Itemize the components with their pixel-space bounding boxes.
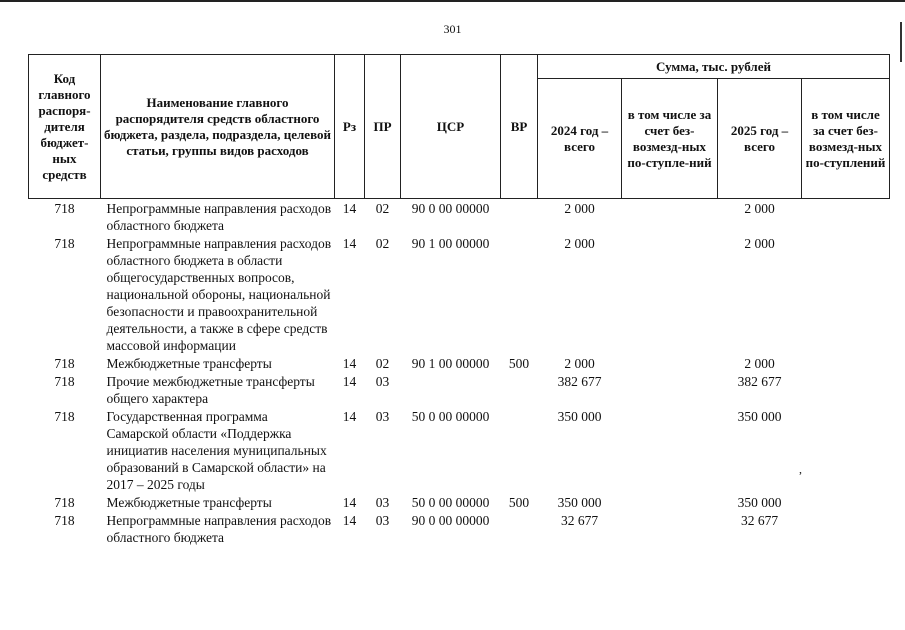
cell-2025-total: 350 000 — [737, 495, 782, 510]
table-row — [29, 234, 890, 354]
cell-vr — [501, 199, 538, 235]
top-rule — [0, 0, 905, 2]
cell-2025-total: 2 000 — [744, 356, 775, 371]
cell-2024-free — [622, 407, 718, 493]
cell-code: 718 — [54, 495, 75, 510]
stray-mark: , — [799, 462, 802, 476]
cell-csr — [401, 372, 501, 407]
header-name: Наименование главного распорядителя средств областного бюджета, раздела, подраздела, целевой статьи, группы видов расходов — [101, 55, 335, 199]
cell-vr — [501, 407, 538, 493]
cell-vr: 500 — [508, 356, 530, 371]
cell-rz: 14 — [342, 236, 357, 251]
cell-pr: 02 — [375, 236, 390, 251]
cell-2025-total: 350 000 — [737, 409, 782, 424]
cell-pr: 03 — [375, 409, 390, 424]
table-row — [29, 354, 890, 372]
cell-rz: 14 — [342, 409, 357, 424]
cell-vr — [501, 234, 538, 354]
cell-rz: 14 — [342, 201, 357, 216]
cell-code: 718 — [54, 236, 75, 251]
cell-2025-free — [802, 199, 890, 235]
cell-name: Межбюджетные трансферты — [106, 356, 272, 371]
cell-2024-total: 350 000 — [557, 495, 602, 510]
header-2024-total: 2024 год – всего — [538, 79, 622, 199]
cell-2024-total: 2 000 — [564, 356, 595, 371]
cell-2025-total: 2 000 — [744, 236, 775, 251]
cell-pr: 03 — [375, 495, 390, 510]
table-row — [29, 511, 890, 546]
cell-2025-total: 382 677 — [737, 374, 782, 389]
table-row — [29, 407, 890, 493]
header-sum-group: Сумма, тыс. рублей — [538, 55, 890, 79]
cell-2024-free — [622, 199, 718, 235]
page-number: 301 — [443, 22, 462, 36]
header-2024-free: в том числе за счет без-возмезд-ных по-ступле-ний — [622, 79, 718, 199]
header-2025-free: в том числе за счет без-возмезд-ных по-ступлений — [802, 79, 890, 199]
header-code: Код главного распоря-дителя бюджет-ных средств — [29, 55, 101, 199]
header-pr: ПР — [365, 55, 401, 199]
cell-pr: 02 — [375, 356, 390, 371]
cell-code: 718 — [54, 374, 75, 389]
cell-name: Государственная программа Самарской области «Поддержка инициатив населения муниципальных образований в Самарской области» на 2017 – 2025 годы — [106, 409, 327, 492]
cell-vr: 500 — [508, 495, 530, 510]
header-2025-total: 2025 год – всего — [718, 79, 802, 199]
cell-rz: 14 — [342, 374, 357, 389]
cell-pr: 03 — [375, 513, 390, 528]
cell-code: 718 — [54, 356, 75, 371]
budget-table — [28, 54, 890, 546]
cell-rz: 14 — [342, 356, 357, 371]
cell-csr: 90 1 00 00000 — [411, 236, 490, 251]
cell-csr: 50 0 00 00000 — [411, 409, 490, 424]
header-rz: Рз — [335, 55, 365, 199]
cell-2024-total: 350 000 — [557, 409, 602, 424]
cell-rz: 14 — [342, 513, 357, 528]
cell-name: Прочие межбюджетные трансферты общего характера — [106, 374, 315, 406]
cell-2024-free — [622, 493, 718, 511]
table-row — [29, 493, 890, 511]
header-csr: ЦСР — [401, 55, 501, 199]
cell-2024-total: 32 677 — [560, 513, 599, 528]
cell-csr: 90 1 00 00000 — [411, 356, 490, 371]
cell-name: Непрограммные направления расходов областного бюджета — [106, 201, 332, 233]
cell-2024-free — [622, 354, 718, 372]
cell-code: 718 — [54, 513, 75, 528]
cell-pr: 03 — [375, 374, 390, 389]
cell-csr: 50 0 00 00000 — [411, 495, 490, 510]
cell-rz: 14 — [342, 495, 357, 510]
cell-2025-free — [802, 372, 890, 407]
cell-vr — [501, 372, 538, 407]
cell-code: 718 — [54, 409, 75, 424]
cell-name: Непрограммные направления расходов областного бюджета — [106, 513, 332, 545]
cell-code: 718 — [54, 201, 75, 216]
table-row — [29, 372, 890, 407]
cell-name: Межбюджетные трансферты — [106, 495, 272, 510]
cell-csr: 90 0 00 00000 — [411, 201, 490, 216]
cell-pr: 02 — [375, 201, 390, 216]
cell-2024-free — [622, 234, 718, 354]
header-vr: ВР — [501, 55, 538, 199]
cell-vr — [501, 511, 538, 546]
cell-2025-total: 2 000 — [744, 201, 775, 216]
table-row — [29, 199, 890, 235]
cell-2024-total: 2 000 — [564, 236, 595, 251]
cell-csr: 90 0 00 00000 — [411, 513, 490, 528]
cell-2025-free — [802, 234, 890, 354]
cell-2025-total: 32 677 — [740, 513, 779, 528]
cell-2025-free — [802, 354, 890, 372]
cell-2024-free — [622, 511, 718, 546]
cell-2024-total: 2 000 — [564, 201, 595, 216]
cell-2024-total: 382 677 — [557, 374, 602, 389]
cell-name: Непрограммные направления расходов областного бюджета в области общегосударственных вопросов, национальной обороны, национальной безопасности и правоохранительной деятельности, а также в сфере средств массовой информации — [106, 236, 332, 353]
cell-2025-free — [802, 511, 890, 546]
cell-2025-free — [802, 493, 890, 511]
cell-2025-free — [802, 407, 890, 493]
cell-2024-free — [622, 372, 718, 407]
